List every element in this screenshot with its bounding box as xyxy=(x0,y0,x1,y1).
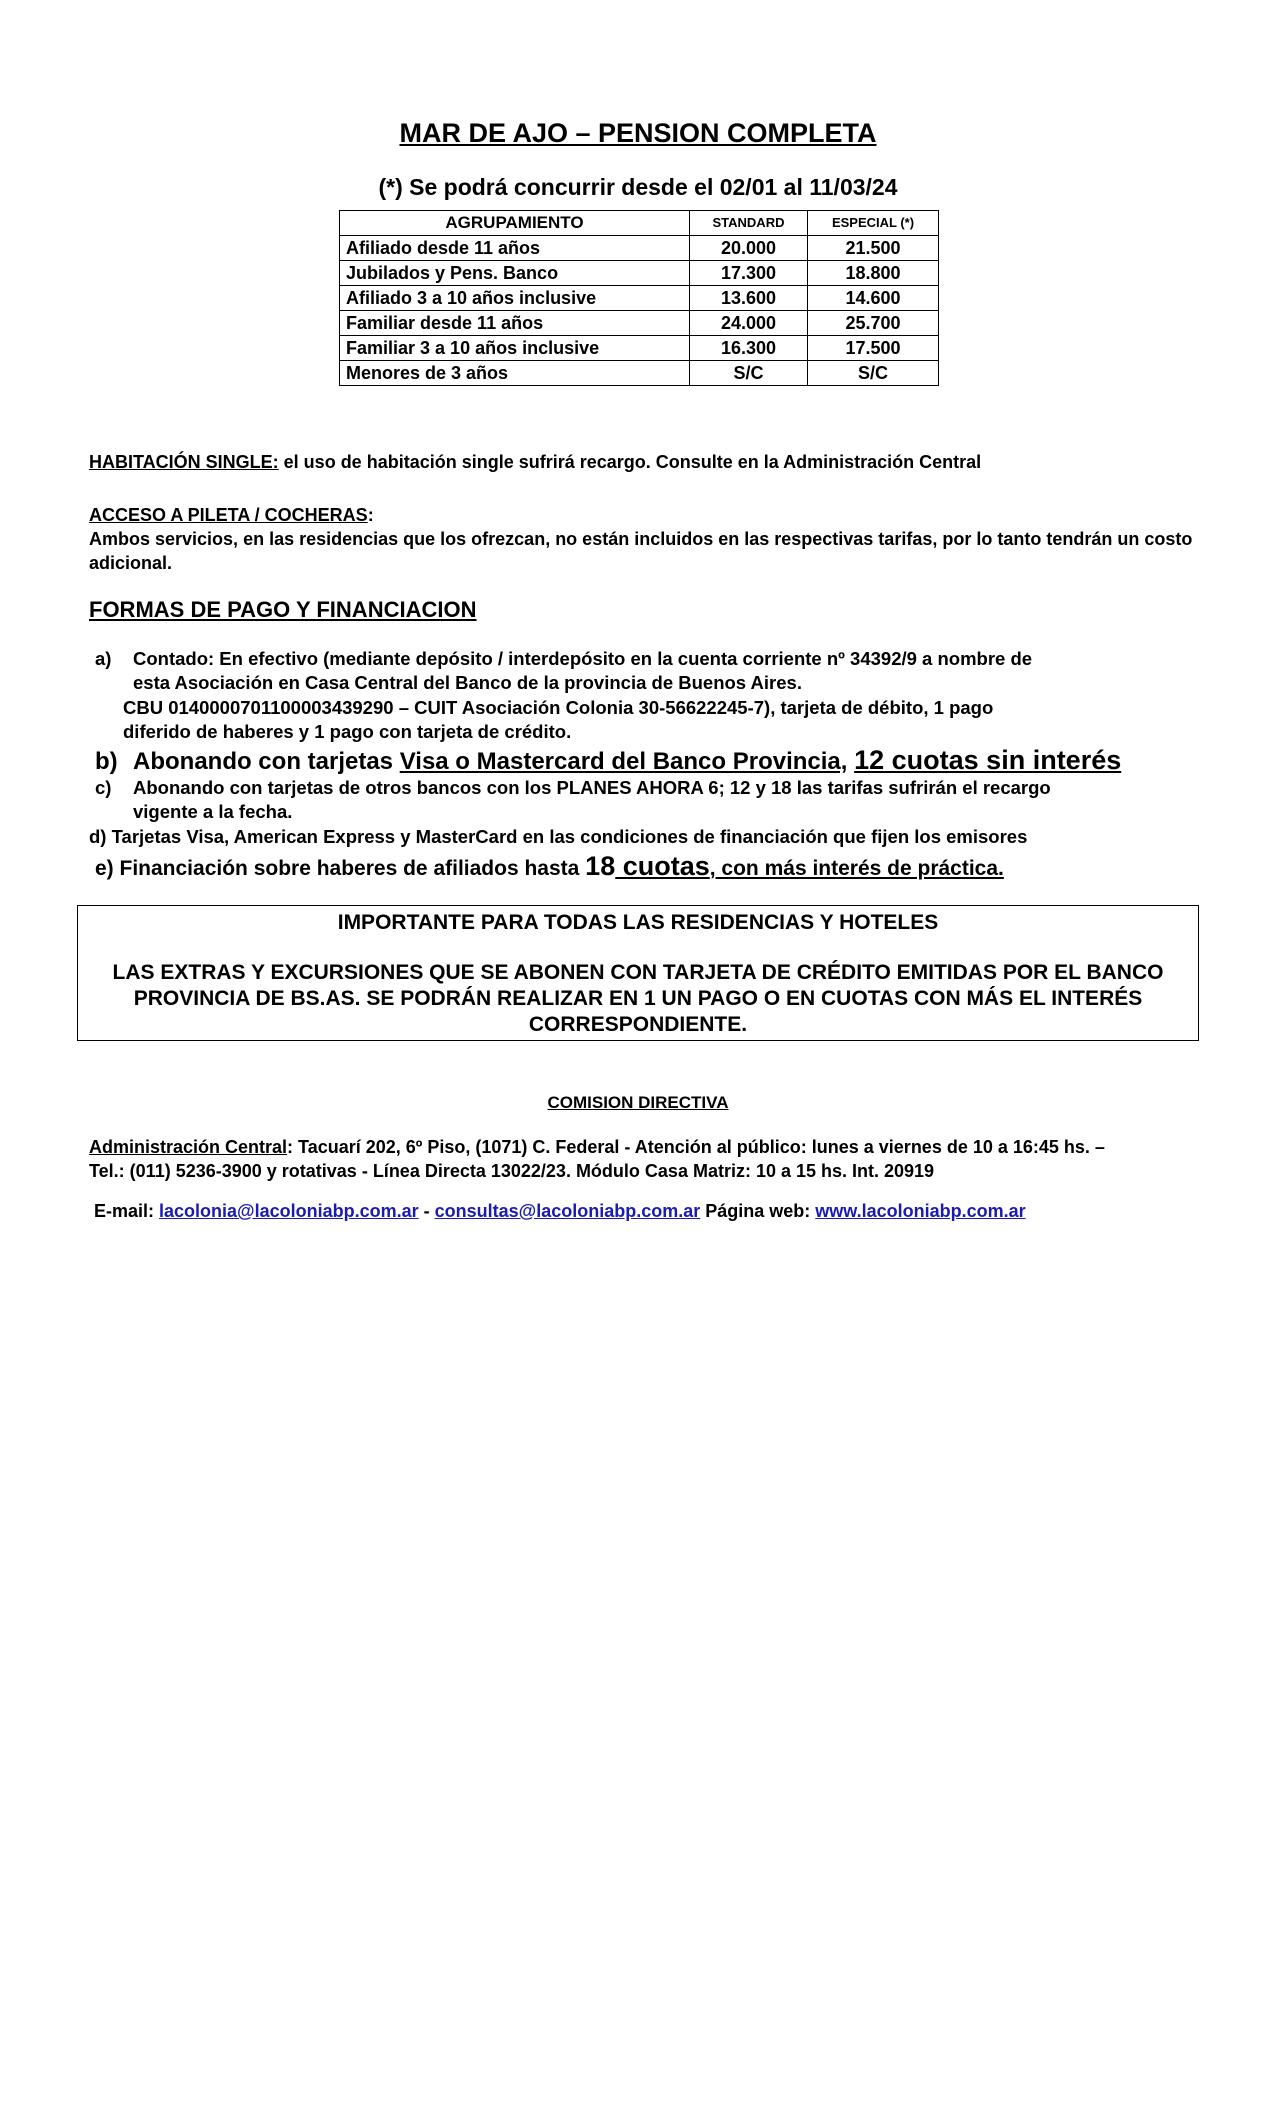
payment-heading: FORMAS DE PAGO Y FINANCIACION xyxy=(89,597,477,622)
table-header-row xyxy=(340,211,939,236)
admin-line-1: : Tacuarí 202, 6º Piso, (1071) C. Federal - Atención al público: lunes a viernes de 10 a 16:45 hs. – xyxy=(287,1137,1105,1157)
column-header-especial: ESPECIAL (*) xyxy=(808,211,939,236)
payment-option-e xyxy=(95,851,1004,884)
single-room-label: HABITACIÓN SINGLE: xyxy=(89,452,279,472)
table-row xyxy=(340,236,939,261)
single-room-text: el uso de habitación single sufrirá recargo. Consulte en la Administración Central xyxy=(278,452,982,472)
standard-price: S/C xyxy=(690,361,808,386)
pool-parking-label: ACCESO A PILETA / COCHERAS xyxy=(89,505,368,525)
row-label: Afiliado desde 11 años xyxy=(340,236,690,261)
table-row xyxy=(340,311,939,336)
marker-b: b) xyxy=(95,748,118,775)
table-row xyxy=(340,286,939,311)
option-a-line-1: Contado: En efectivo (mediante depósito / interdepósito en la cuenta corriente nº 34392/9 a nombre de xyxy=(133,648,1033,669)
standard-price: 20.000 xyxy=(690,236,808,261)
standard-price: 13.600 xyxy=(690,286,808,311)
column-header-agrupamiento: AGRUPAMIENTO xyxy=(340,211,690,236)
payment-option-c xyxy=(95,776,1051,824)
option-b-installments: 12 cuotas sin interés xyxy=(854,745,1122,775)
payment-option-a xyxy=(95,647,1032,695)
option-a-line-4: diferido de haberes y 1 pago con tarjeta de crédito. xyxy=(123,721,572,742)
row-label: Afiliado 3 a 10 años inclusive xyxy=(340,286,690,311)
single-room-note xyxy=(89,450,1199,474)
option-e-number: 18 xyxy=(585,851,616,881)
row-label: Jubilados y Pens. Banco xyxy=(340,261,690,286)
page-title: MAR DE AJO – PENSION COMPLETA xyxy=(399,118,877,148)
option-a-line-3: CBU 0140000701100003439290 – CUIT Asociación Colonia 30-56622245-7), tarjeta de débito, 1 pago xyxy=(123,697,994,718)
table-row xyxy=(340,261,939,286)
standard-price: 24.000 xyxy=(690,311,808,336)
column-header-standard: STANDARD xyxy=(690,211,808,236)
contact-separator: - xyxy=(418,1201,435,1221)
row-label: Familiar desde 11 años xyxy=(340,311,690,336)
important-body: LAS EXTRAS Y EXCURSIONES QUE SE ABONEN CON TARJETA DE CRÉDITO EMITIDAS POR EL BANCO PROVINCIA DE BS.AS. SE PODRÁN REALIZAR EN 1 UN PAGO O EN CUOTAS CON MÁS EL INTERÉS CORRESPONDIENTE. xyxy=(112,961,1164,1036)
row-label: Menores de 3 años xyxy=(340,361,690,386)
important-notice-box xyxy=(77,905,1199,1041)
row-label: Familiar 3 a 10 años inclusive xyxy=(340,336,690,361)
date-range-note: (*) Se podrá concurrir desde el 02/01 al 11/03/24 xyxy=(378,174,898,200)
especial-price: 21.500 xyxy=(808,236,939,261)
option-a-line-2: esta Asociación en Casa Central del Banco de la provincia de Buenos Aires. xyxy=(133,672,802,693)
especial-price: 17.500 xyxy=(808,336,939,361)
option-e-cuotas: cuotas xyxy=(615,851,710,881)
option-b-cards: Visa o Mastercard del Banco Provincia, xyxy=(399,748,848,775)
admin-line-2: Tel.: (011) 5236-3900 y rotativas - Línea Directa 13022/23. Módulo Casa Matriz: 10 a 15 hs. Int. 20919 xyxy=(89,1161,935,1181)
marker-a: a) xyxy=(95,648,112,669)
pool-parking-note xyxy=(89,503,1199,575)
email-link-lacolonia[interactable]: lacolonia@lacoloniabp.com.ar xyxy=(159,1201,419,1221)
option-e-prefix: e) Financiación sobre haberes de afiliados hasta xyxy=(95,857,586,880)
marker-c: c) xyxy=(95,777,112,798)
comision-directiva: COMISION DIRECTIVA xyxy=(547,1093,729,1112)
payment-option-d: d) Tarjetas Visa, American Express y MasterCard en las condiciones de financiación que fijen los emisores xyxy=(89,826,1028,847)
especial-price: 18.800 xyxy=(808,261,939,286)
pool-parking-colon: : xyxy=(367,505,374,525)
option-c-line-2: vigente a la fecha. xyxy=(133,801,293,822)
important-heading: IMPORTANTE PARA TODAS LAS RESIDENCIAS Y HOTELES xyxy=(337,911,939,934)
web-label: Página web: xyxy=(700,1201,816,1221)
standard-price: 17.300 xyxy=(690,261,808,286)
option-b-prefix: Abonando con tarjetas xyxy=(133,748,400,775)
pool-parking-text: Ambos servicios, en las residencias que los ofrezcan, no están incluidos en las respectivas tarifas, por lo tanto tendrán un costo adicional. xyxy=(89,529,1193,573)
admin-central-info xyxy=(89,1135,1199,1183)
especial-price: 14.600 xyxy=(808,286,939,311)
email-link-consultas[interactable]: consultas@lacoloniabp.com.ar xyxy=(434,1201,701,1221)
rates-table xyxy=(339,210,939,386)
contact-line xyxy=(94,1199,1204,1223)
option-c-line-1: Abonando con tarjetas de otros bancos con los PLANES AHORA 6; 12 y 18 las tarifas sufrirán el recargo xyxy=(133,777,1051,798)
standard-price: 16.300 xyxy=(690,336,808,361)
table-row xyxy=(340,361,939,386)
option-e-suffix: , con más interés de práctica. xyxy=(709,857,1004,880)
especial-price: S/C xyxy=(808,361,939,386)
website-link[interactable]: www.lacoloniabp.com.ar xyxy=(815,1201,1026,1221)
email-label: E-mail: xyxy=(94,1201,160,1221)
especial-price: 25.700 xyxy=(808,311,939,336)
payment-option-b xyxy=(95,745,1121,777)
payment-option-a-cont xyxy=(123,696,993,744)
admin-central-label: Administración Central xyxy=(89,1137,288,1157)
table-row xyxy=(340,336,939,361)
